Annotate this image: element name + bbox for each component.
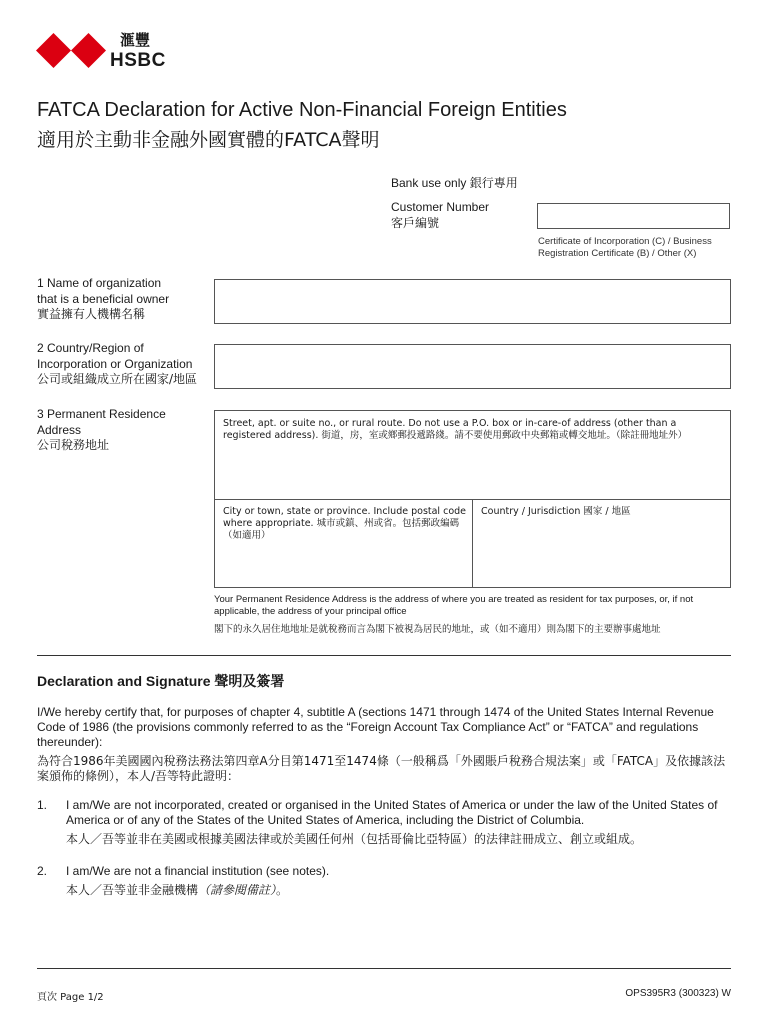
address-label-line2: Address [37, 422, 82, 437]
address-city-hint: City or town, state or province. Include postal code where appropriate. 城市或鎮、州或省。包括郵政編碼（如適用） [223, 506, 467, 541]
address-label-zh: 公司稅務地址 [37, 438, 110, 452]
bank-use-label: Bank use only 銀行專用 [391, 176, 518, 190]
country-label-line2: Incorporation or Organization [37, 356, 193, 371]
address-country-hint: Country / Jurisdiction 國家 / 地區 [481, 506, 631, 517]
address-column-divider [472, 499, 473, 588]
organization-name-label-line1: 1 Name of organization [37, 276, 162, 290]
customer-number-label-zh: 客戶編號 [391, 216, 440, 230]
item-2-zh-end: 。 [276, 883, 289, 897]
customer-number-label [391, 199, 489, 231]
item-2-text-en: I am/We are not a financial institution (see notes). [66, 864, 330, 878]
country-label-line1: 2 Country/Region of [37, 341, 144, 355]
hsbc-logo-icon [36, 33, 106, 68]
section-divider [37, 655, 731, 656]
organization-name-label-line2: that is a beneficial owner [37, 291, 170, 306]
organization-name-field[interactable] [214, 279, 731, 324]
customer-number-field[interactable] [537, 203, 730, 229]
customer-number-label-en: Customer Number [391, 200, 490, 214]
page-title-zh: 適用於主動非金融外國實體的FATCA聲明 [37, 129, 380, 151]
declaration-heading-en: Declaration and Signature [37, 673, 211, 689]
declaration-heading-zh: 聲明及簽署 [214, 674, 285, 690]
declaration-intro-en: I/We hereby certify that, for purposes of chapter 4, subtitle A (sections 1471 through 1474 of the United States Internal Revenue Code of 1986 (the provisions commonly referred to as the “Foreign Account Tax Compliance Act” or “FATCA” and regulations thereunder): [37, 705, 714, 749]
declaration-heading [37, 672, 284, 691]
item-2-number: 2. [37, 864, 48, 878]
footer-divider [37, 968, 731, 969]
item-2-zh-main: 本人／吾等並非金融機構 [66, 883, 199, 897]
logo-wordmark: HSBC [110, 50, 166, 71]
address-note-zh: 閣下的永久居住地地址是就稅務而言為閣下被視為居民的地址，或（如不適用）則為閣下的主要辦事處地址 [214, 624, 661, 635]
address-note-en: Your Permanent Residence Address is the address of where you are treated as resident for tax purposes, or, if not applicable, the address of your principal office [214, 594, 694, 617]
item-1-number: 1. [37, 798, 48, 812]
form-code: OPS395R3 (300323) W [625, 988, 731, 999]
declaration-intro-zh: 為符合1986年美國國內稅務法務法第四章A分目第1471至1474條（一般稱爲「外國賬戶稅務合規法案」或「FATCA」及依據該法案頒佈的條例），本人/吾等特此證明： [37, 754, 726, 783]
item-2-text-zh [66, 883, 731, 898]
organization-name-label-zh: 實益擁有人機構名稱 [37, 307, 146, 321]
address-street-hint: Street, apt. or suite no., or rural route. Do not use a P.O. box or in-care-of address (other than a registered address). 街道，房，室或鄉郵投遞路綫。請不要使用郵政中央郵箱或轉交地址。（除註冊地址外） [223, 418, 688, 441]
organization-name-label [37, 276, 205, 323]
logo-chinese-text: 滙豐 [120, 31, 151, 49]
country-field[interactable] [214, 344, 731, 389]
item-1-text-en: I am/We are not incorporated, created or organised in the United States of America or under the law of the United States of America or of any of the States of the United States of America, including the District of Columbia. [66, 798, 718, 827]
address-label [37, 407, 205, 454]
country-label [37, 341, 205, 388]
address-label-line1: 3 Permanent Residence [37, 407, 166, 421]
item-2-zh-note: （請參閱備註） [198, 883, 277, 897]
page-title-en: FATCA Declaration for Active Non-Financial Foreign Entities [37, 99, 567, 121]
page-number: 頁次 Page 1/2 [37, 992, 104, 1003]
country-label-zh: 公司或組織成立所在國家/地區 [37, 372, 198, 386]
certificate-note: Certificate of Incorporation (C) / Business Registration Certificate (B) / Other (X) [538, 236, 712, 259]
item-1-text-zh: 本人／吾等並非在美國或根據美國法律或於美國任何州（包括哥倫比亞特區）的法律註冊成立、創立或組成。 [66, 832, 643, 846]
